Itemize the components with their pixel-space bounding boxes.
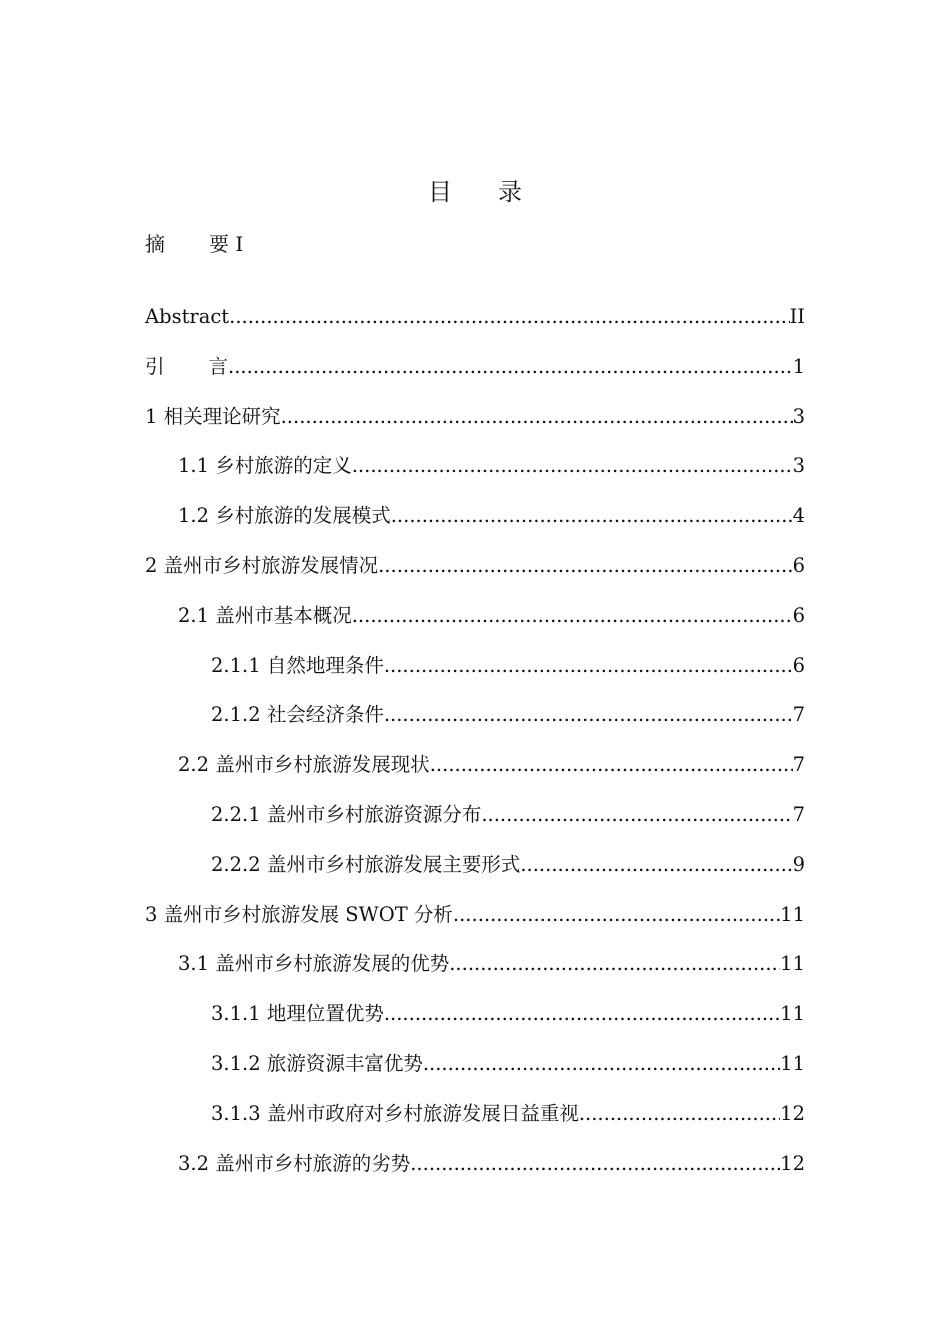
toc-leader-dots	[481, 798, 792, 832]
toc-entry-page: 11	[780, 952, 805, 976]
toc-leader-dots	[520, 848, 792, 882]
toc-leader-dots	[281, 400, 793, 434]
toc-entry[interactable]	[0, 947, 950, 997]
toc-entry[interactable]	[0, 599, 950, 649]
toc-entry-page: 9	[792, 852, 805, 876]
toc-entry[interactable]	[0, 300, 950, 350]
toc-entry-label: 2.2 盖州市乡村旅游发展现状	[178, 753, 430, 777]
toc-leader-dots	[410, 1147, 780, 1181]
toc-entry-label	[145, 350, 228, 384]
toc-entry-page: 4	[792, 504, 805, 528]
toc-entry-page: 7	[792, 802, 805, 826]
abstract-cn-left: 摘	[145, 232, 165, 256]
toc-entry-abstract-cn[interactable]	[145, 228, 243, 257]
toc-entry-label: Abstract	[145, 305, 230, 328]
abstract-cn-page: I	[235, 232, 244, 256]
toc-entry-label: 2.1.2 社会经济条件	[211, 703, 384, 727]
toc-entry[interactable]	[0, 1147, 950, 1197]
toc-entry-page: 12	[780, 1101, 805, 1125]
toc-entry-page: 7	[792, 703, 805, 727]
toc-entry[interactable]	[0, 549, 950, 599]
toc-entry[interactable]	[0, 748, 950, 798]
toc-entry-page: 7	[792, 753, 805, 777]
toc-entry[interactable]	[0, 449, 950, 499]
toc-entry-page: II	[789, 305, 805, 328]
toc-entry-page: 12	[780, 1151, 805, 1175]
toc-list	[0, 300, 950, 1196]
toc-entry[interactable]	[0, 350, 950, 400]
toc-entry[interactable]	[0, 1047, 950, 1097]
toc-entry-label: 2.1 盖州市基本概况	[178, 603, 352, 627]
toc-entry-label: 1.2 乡村旅游的发展模式	[178, 504, 391, 528]
toc-title	[0, 172, 950, 207]
toc-entry[interactable]	[0, 649, 950, 699]
toc-entry-label-left: 引	[145, 354, 165, 378]
toc-entry-label: 1.1 乡村旅游的定义	[178, 454, 352, 478]
abstract-cn-right: 要	[209, 232, 229, 256]
toc-leader-dots	[228, 350, 793, 384]
toc-entry[interactable]	[0, 400, 950, 450]
toc-entry[interactable]	[0, 499, 950, 549]
toc-leader-dots	[384, 997, 780, 1031]
toc-leader-dots	[352, 449, 793, 483]
toc-entry-label: 3.2 盖州市乡村旅游的劣势	[178, 1151, 411, 1175]
toc-leader-dots	[430, 748, 793, 782]
toc-entry-page: 6	[792, 553, 805, 577]
toc-entry-label: 3.1.2 旅游资源丰富优势	[211, 1051, 423, 1075]
toc-entry-page: 11	[780, 1002, 805, 1026]
toc-leader-dots	[378, 549, 792, 583]
toc-leader-dots	[423, 1047, 780, 1081]
toc-entry[interactable]	[0, 997, 950, 1047]
toc-title-right: 录	[498, 178, 522, 206]
toc-entry-label: 2.2.2 盖州市乡村旅游发展主要形式	[211, 852, 521, 876]
toc-entry[interactable]	[0, 1097, 950, 1147]
toc-leader-dots	[384, 698, 793, 732]
toc-entry-page: 3	[792, 404, 805, 428]
toc-entry-label: 3.1.3 盖州市政府对乡村旅游发展日益重视	[211, 1101, 579, 1125]
toc-entry[interactable]	[0, 848, 950, 898]
toc-entry-page: 6	[792, 653, 805, 677]
toc-leader-dots	[384, 649, 793, 683]
toc-entry-page: 11	[780, 902, 805, 926]
toc-entry-label: 2.2.1 盖州市乡村旅游资源分布	[211, 802, 482, 826]
toc-entry-page: 1	[792, 354, 805, 378]
toc-leader-dots	[449, 947, 780, 981]
toc-entry-label: 2 盖州市乡村旅游发展情况	[145, 553, 379, 577]
toc-entry-label: 3.1 盖州市乡村旅游发展的优势	[178, 952, 450, 976]
toc-entry-label: 3.1.1 地理位置优势	[211, 1002, 384, 1026]
toc-title-left: 目	[428, 178, 452, 206]
toc-leader-dots	[352, 599, 793, 633]
toc-entry-label: 2.1.1 自然地理条件	[211, 653, 384, 677]
toc-entry-label-right: 言	[208, 354, 229, 378]
toc-entry-page: 6	[792, 603, 805, 627]
toc-leader-dots	[453, 898, 780, 932]
toc-entry[interactable]	[0, 798, 950, 848]
toc-entry-label: 3 盖州市乡村旅游发展 SWOT 分析	[145, 902, 453, 926]
toc-entry-page: 3	[792, 454, 805, 478]
toc-entry-page: 11	[780, 1051, 805, 1075]
toc-entry-label: 1 相关理论研究	[145, 404, 281, 428]
toc-leader-dots	[579, 1097, 780, 1131]
toc-entry[interactable]	[0, 898, 950, 948]
toc-leader-dots	[391, 499, 793, 533]
toc-leader-dots	[229, 300, 789, 334]
toc-entry[interactable]	[0, 698, 950, 748]
